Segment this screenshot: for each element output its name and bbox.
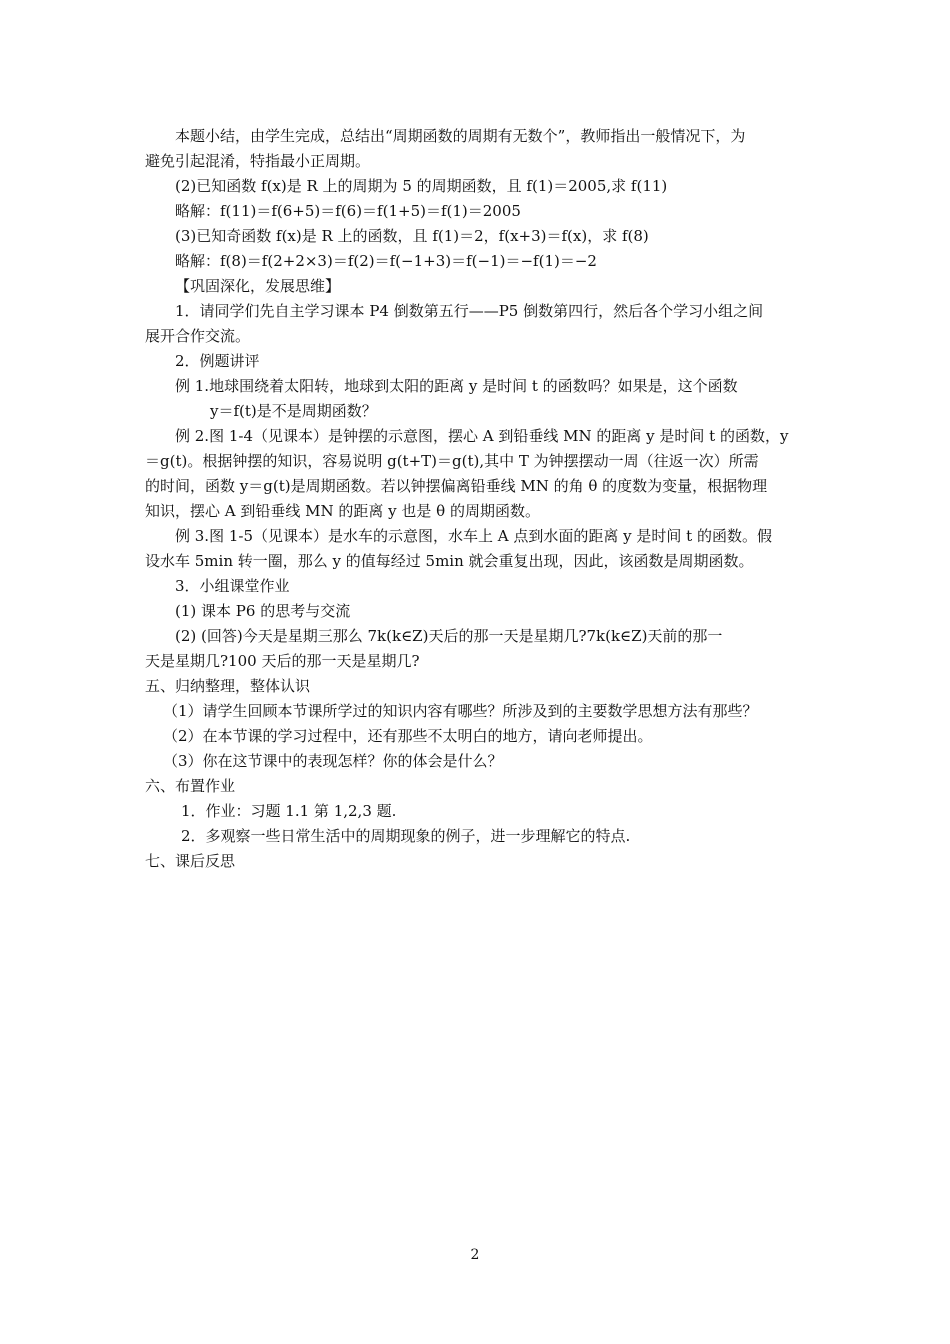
step-3-heading: 3．小组课堂作业 bbox=[175, 577, 290, 595]
exercise-3-question: (3)已知奇函数 f(x)是 R 上的函数，且 f(1)＝2，f(x+3)＝f(x)，求 f(8) bbox=[175, 227, 649, 245]
section-heading-consolidate: 【巩固深化，发展思维】 bbox=[175, 277, 341, 295]
example-1-line-1: 例 1.地球围绕着太阳转，地球到太阳的距离 y 是时间 t 的函数吗？如果是，这个函数 bbox=[175, 377, 738, 395]
section-heading-summary: 五、归纳整理，整体认识 bbox=[145, 677, 311, 695]
example-1-line-2: y＝f(t)是不是周期函数？ bbox=[210, 402, 377, 420]
group-task-1: (1) 课本 P6 的思考与交流 bbox=[175, 602, 351, 620]
example-2-line-4: 知识，摆心 A 到铅垂线 MN 的距离 y 也是 θ 的周期函数。 bbox=[145, 502, 540, 520]
section-heading-reflection: 七、课后反思 bbox=[145, 852, 236, 870]
example-2-line-2: ＝g(t)。根据钟摆的知识，容易说明 g(t+T)＝g(t),其中 T 为钟摆摆动一周（往返一次）所需 bbox=[145, 452, 759, 470]
summary-question-3: （3）你在这节课中的表现怎样？你的体会是什么？ bbox=[163, 752, 503, 770]
step-1-line-1: 1．请同学们先自主学习课本 P4 倒数第五行——P5 倒数第四行，然后各个学习小组之间 bbox=[175, 302, 764, 320]
exercise-2-question: (2)已知函数 f(x)是 R 上的周期为 5 的周期函数，且 f(1)＝2005,求 f(11) bbox=[175, 177, 668, 195]
exercise-2-solution: 略解：f(11)＝f(6+5)＝f(6)＝f(1+5)＝f(1)＝2005 bbox=[175, 202, 521, 220]
summary-line-1: 本题小结，由学生完成，总结出“周期函数的周期有无数个”，教师指出一般情况下，为 bbox=[175, 127, 746, 145]
section-heading-homework: 六、布置作业 bbox=[145, 777, 236, 795]
summary-question-1: （1）请学生回顾本节课所学过的知识内容有哪些？所涉及到的主要数学思想方法有那些？ bbox=[163, 702, 758, 720]
example-2-line-3: 的时间，函数 y＝g(t)是周期函数。若以钟摆偏离铅垂线 MN 的角 θ 的度数为变量，根据物理 bbox=[145, 477, 768, 495]
group-task-2-line-2: 天是星期几?100 天后的那一天是星期几? bbox=[145, 652, 420, 670]
example-3-line-1: 例 3.图 1-5（见课本）是水车的示意图，水车上 A 点到水面的距离 y 是时间 t 的函数。假 bbox=[175, 527, 772, 545]
group-task-2-line-1: (2) (回答)今天是星期三那么 7k(k∈Z)天后的那一天是星期几?7k(k∈Z)天前的那一 bbox=[175, 627, 723, 645]
document-body bbox=[145, 124, 815, 874]
step-2-heading: 2．例题讲评 bbox=[175, 352, 260, 370]
step-1-line-2: 展开合作交流。 bbox=[145, 327, 251, 345]
example-3-line-2: 设水车 5min 转一圈，那么 y 的值每经过 5min 就会重复出现，因此，该函数是周期函数。 bbox=[145, 552, 754, 570]
summary-question-2: （2）在本节课的学习过程中，还有那些不太明白的地方，请向老师提出。 bbox=[163, 727, 653, 745]
page-number: 2 bbox=[470, 1247, 480, 1263]
homework-item-2: 2．多观察一些日常生活中的周期现象的例子，进一步理解它的特点. bbox=[181, 827, 631, 845]
summary-line-2: 避免引起混淆，特指最小正周期。 bbox=[145, 152, 371, 170]
exercise-3-solution: 略解：f(8)＝f(2+2×3)＝f(2)＝f(−1+3)＝f(−1)＝−f(1)＝−2 bbox=[175, 252, 597, 270]
homework-item-1: 1．作业：习题 1.1 第 1,2,3 题. bbox=[181, 802, 397, 820]
example-2-line-1: 例 2.图 1-4（见课本）是钟摆的示意图，摆心 A 到铅垂线 MN 的距离 y 是时间 t 的函数，y bbox=[175, 427, 789, 445]
